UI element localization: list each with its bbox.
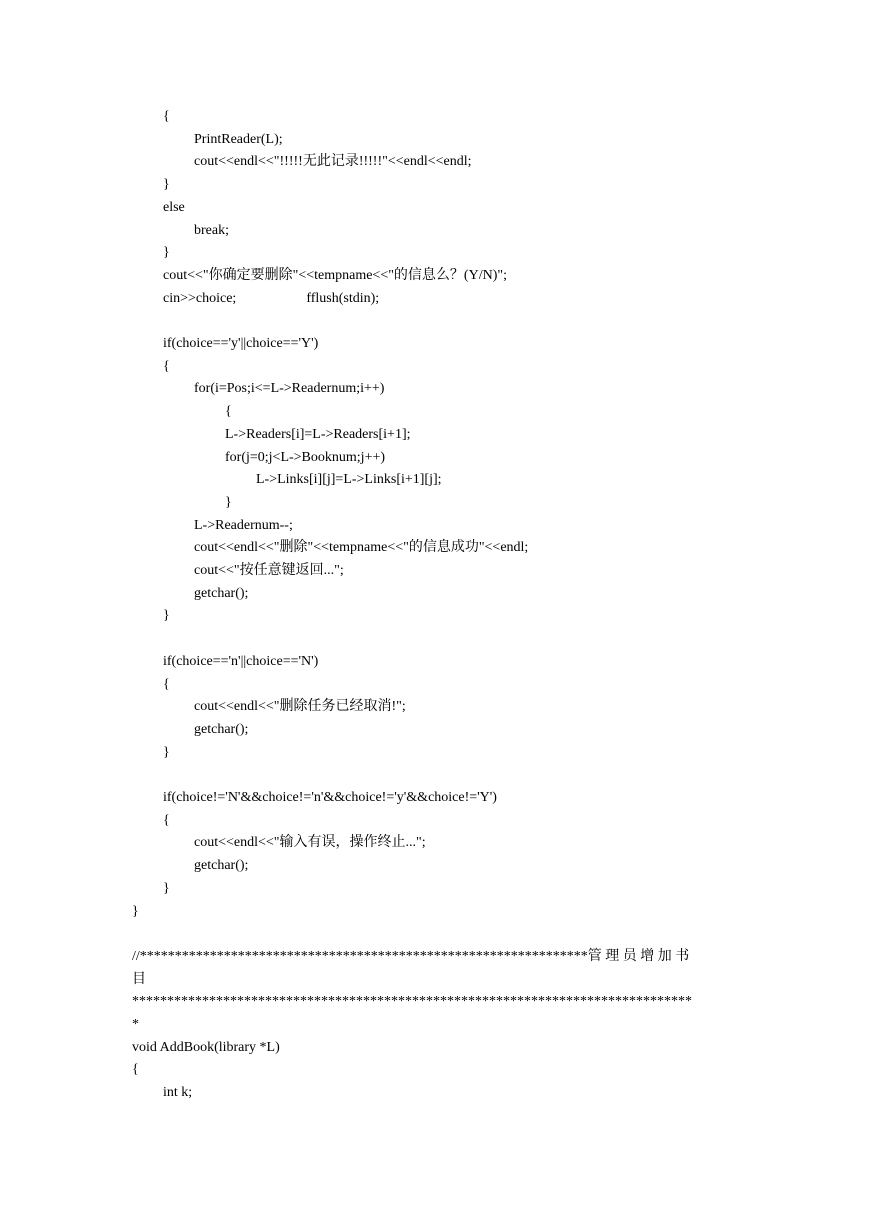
code-line: * [132, 1017, 139, 1032]
code-line: getchar(); [194, 858, 249, 874]
code-line: } [163, 245, 170, 261]
code-line: getchar(); [194, 585, 249, 601]
code-line: 目 [132, 971, 146, 987]
code-line: cout<<endl<<"删除任务已经取消!"; [194, 699, 406, 715]
code-line: { [163, 676, 170, 692]
code-line: ******************************************************************************** [132, 994, 692, 1010]
code-line: break; [194, 222, 229, 238]
code-line: cin>>choice; fflush(stdin); [163, 290, 380, 306]
code-line: cout<<"你确定要删除"<<tempname<<"的信息么？(Y/N)"; [163, 267, 507, 283]
code-line: getchar(); [194, 721, 249, 737]
code-line: cout<<endl<<"!!!!!无此记录!!!!!"<<endl<<endl; [194, 154, 472, 170]
code-line: PrintReader(L); [194, 131, 283, 147]
code-line: } [163, 608, 170, 624]
code-line: else [163, 199, 185, 215]
code-line: cout<<endl<<"删除"<<tempname<<"的信息成功"<<endl; [194, 540, 529, 556]
code-line: cout<<"按任意键返回..."; [194, 563, 344, 578]
code-line: } [163, 744, 170, 760]
code-line: int k; [163, 1085, 193, 1101]
code-line: } [163, 880, 170, 896]
code-line: { [132, 1062, 139, 1078]
code-line: } [132, 903, 139, 919]
code-line: cout<<endl<<"输入有误，操作终止..."; [194, 835, 426, 851]
code-line: { [163, 358, 170, 374]
code-line: if(choice=='y'||choice=='Y') [163, 336, 319, 351]
code-line: L->Readernum--; [194, 517, 293, 533]
code-line: } [225, 494, 232, 510]
code-line: { [163, 109, 170, 124]
code-line: } [163, 177, 170, 193]
code-line: if(choice!='N'&&choice!='n'&&choice!='y'&&choice!='Y') [163, 790, 497, 805]
code-line: { [225, 404, 232, 420]
code-line: { [163, 812, 170, 828]
code-line: for(j=0;j<L->Booknum;j++) [225, 449, 386, 465]
code-line: L->Readers[i]=L->Readers[i+1]; [225, 426, 411, 442]
code-line: L->Links[i][j]=L->Links[i+1][j]; [256, 472, 442, 488]
code-line: void AddBook(library *L) [132, 1039, 280, 1055]
code-line: //****************************************************************管 理 员 增 加 书 [132, 948, 690, 964]
code-line: for(i=Pos;i<=L->Readernum;i++) [194, 381, 385, 397]
code-line: if(choice=='n'||choice=='N') [163, 653, 319, 669]
